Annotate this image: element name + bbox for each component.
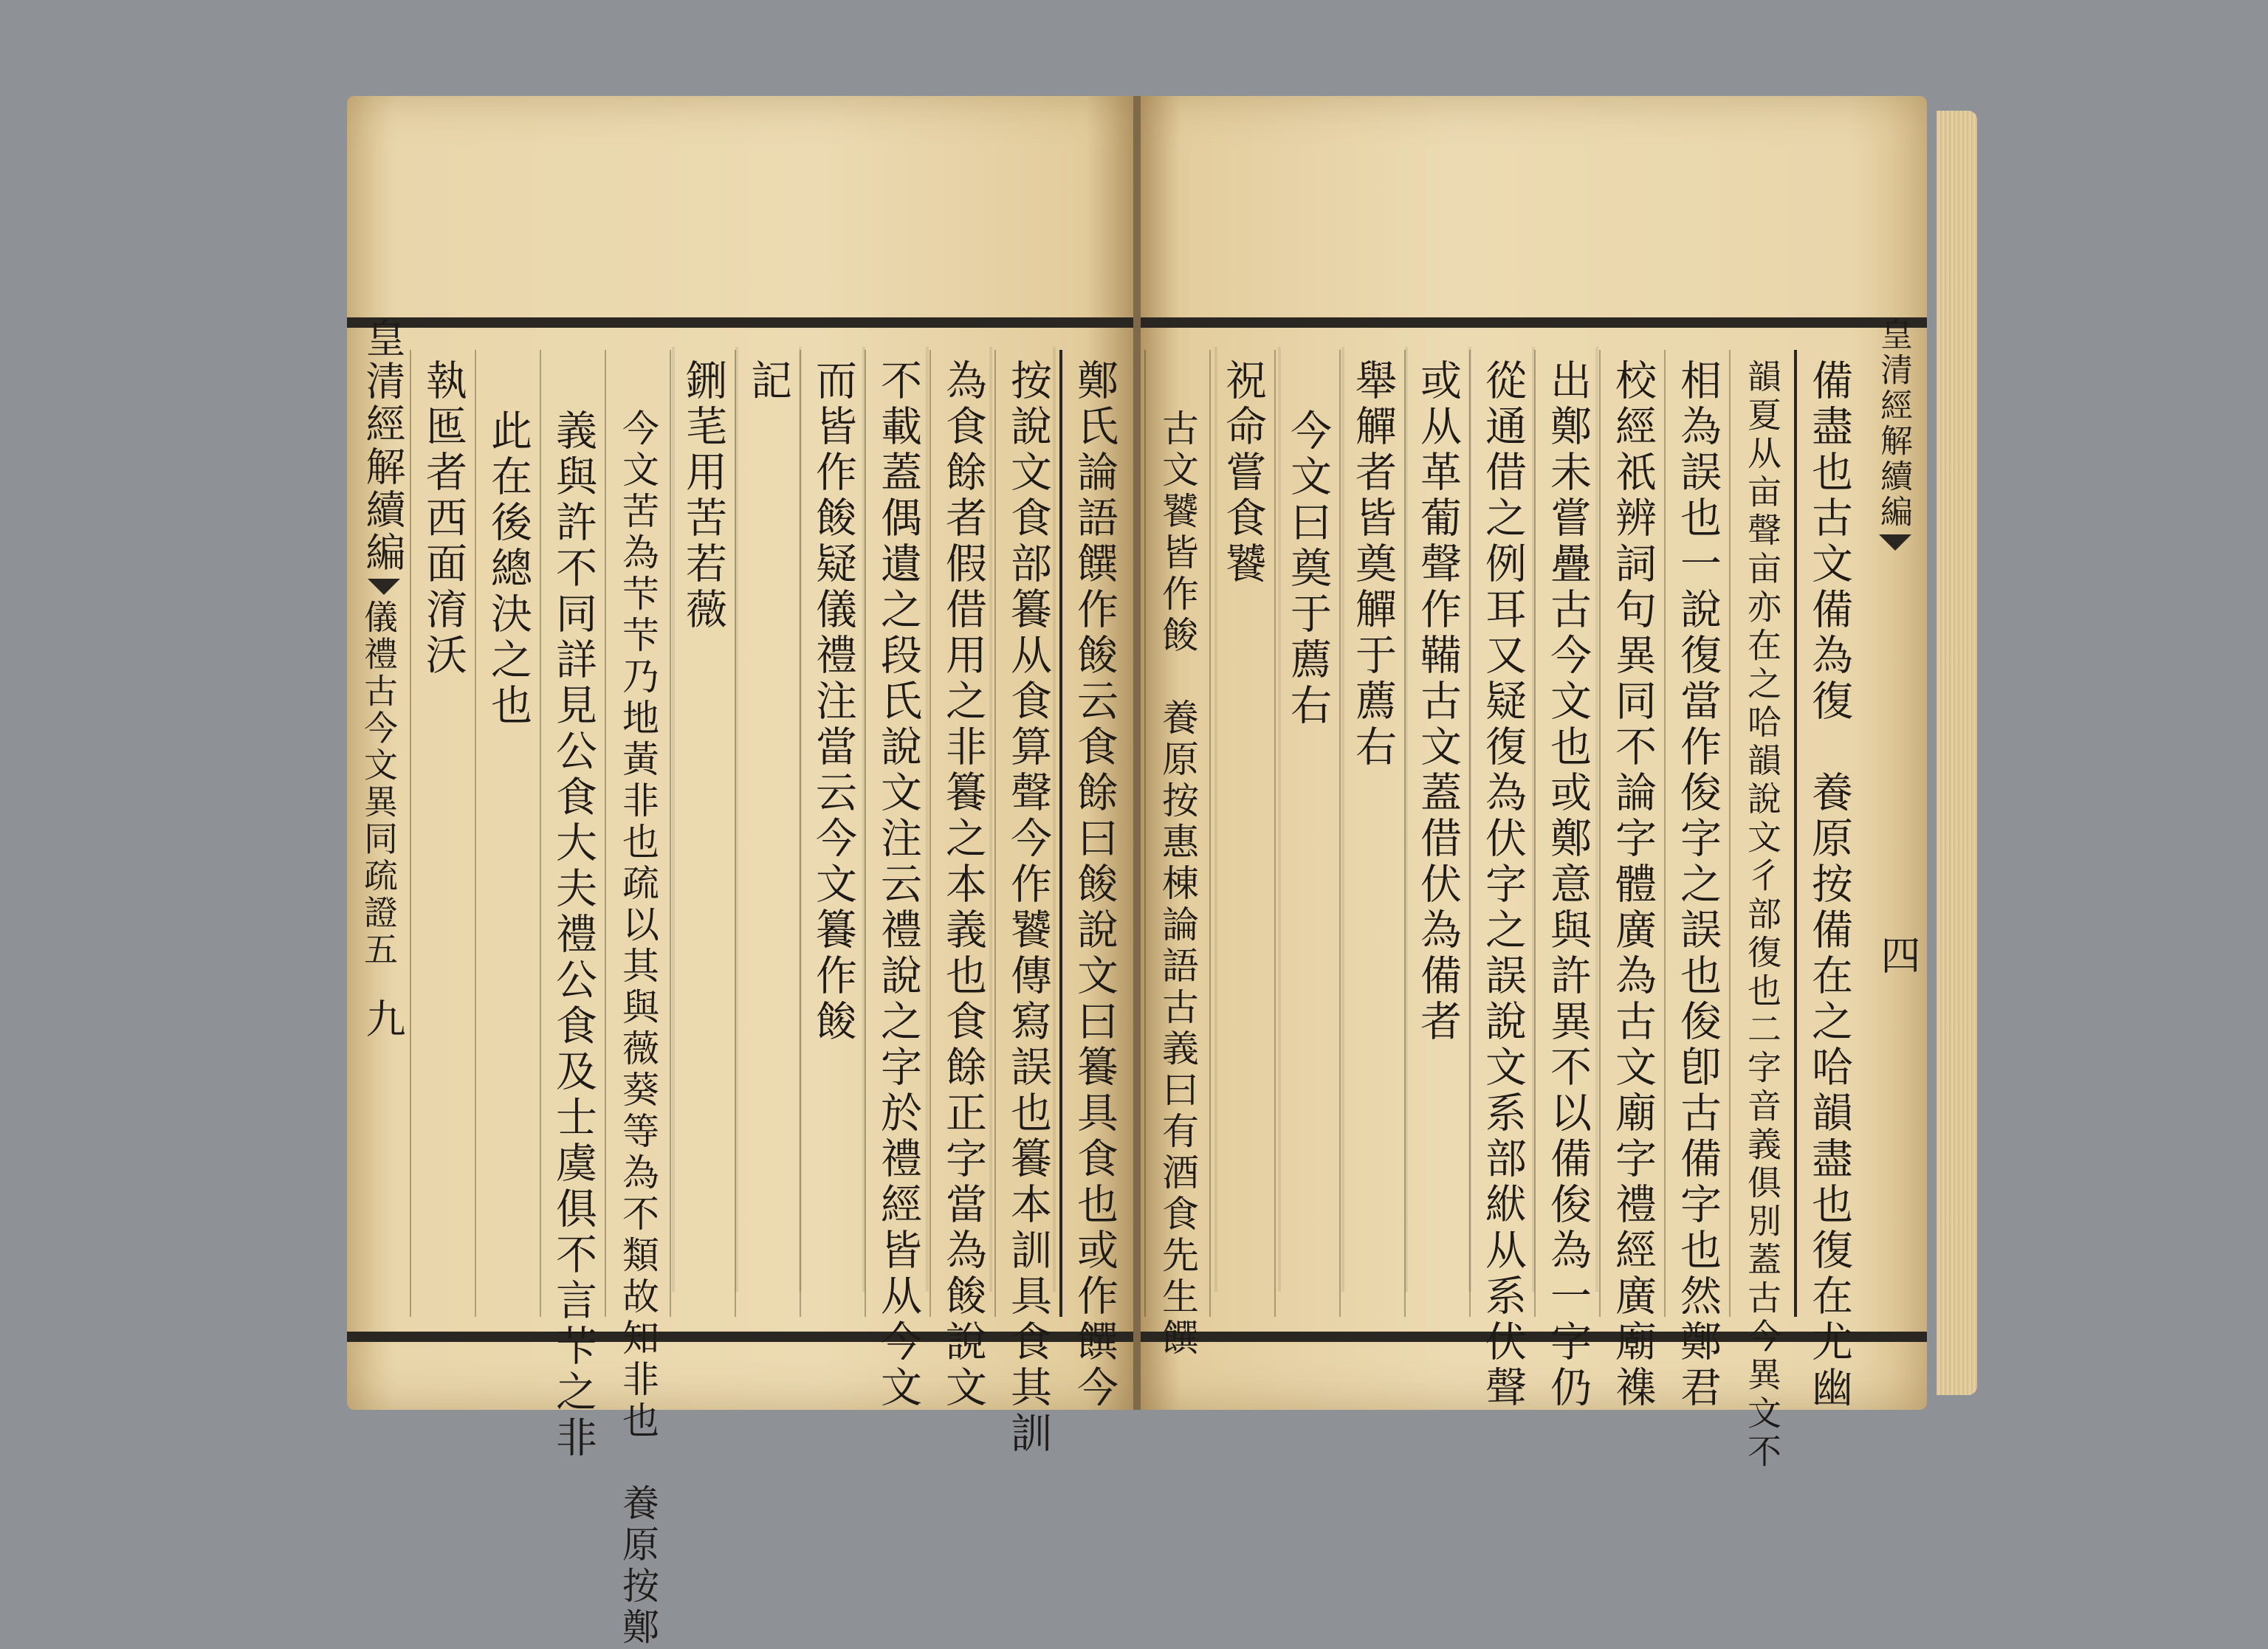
page-edges bbox=[1937, 111, 1977, 1395]
text-column: 而皆作餕疑儀禮注當云今文籑作餕 bbox=[800, 350, 865, 1317]
text-column: 鄭氏論語饌作餕云食餘曰餕說文曰籑具食也或作饌今 bbox=[1059, 350, 1126, 1317]
text-column: 備盡也古文備為復 養原按備在之哈韻盡也復在尤幽 bbox=[1794, 350, 1860, 1317]
text-column: 不載蓋偶遺之段氏說文注云禮說之字於禮經皆从今文 bbox=[865, 350, 929, 1317]
text-column: 從通借之例耳又疑復為伏字之誤說文系部絥从系伏聲 bbox=[1469, 350, 1534, 1317]
banxin-folio: 四 bbox=[1874, 934, 1921, 977]
open-book bbox=[347, 96, 1942, 1649]
right-text-columns bbox=[1155, 350, 1860, 1472]
right-text-frame bbox=[1141, 317, 1927, 1472]
left-text-frame bbox=[347, 317, 1133, 1649]
text-column: 今文曰奠于薦右 bbox=[1274, 350, 1339, 1317]
text-column: 相為誤也一說復當作俊字之誤也俊卽古備字也然鄭君 bbox=[1664, 350, 1729, 1317]
text-column: 祝命嘗食饕 bbox=[1209, 350, 1274, 1317]
binding-gutter bbox=[1133, 96, 1141, 1410]
fishtail-mark bbox=[368, 579, 400, 595]
right-banxin bbox=[1869, 317, 1921, 1321]
text-column: 鉶芼用苦若薇 bbox=[670, 350, 735, 1317]
text-column: 此在後總決之也 bbox=[475, 350, 540, 1317]
banxin-folio: 九 bbox=[360, 998, 406, 1041]
left-page bbox=[347, 96, 1133, 1649]
text-column: 為食餘者假借用之非籑之本義也食餘正字當為餕說文 bbox=[929, 350, 994, 1317]
banxin-title: 皇清經解續編 bbox=[1874, 317, 1912, 530]
fishtail-mark bbox=[1879, 534, 1911, 551]
banxin-section: 儀禮古今文異同疏證五 bbox=[359, 599, 399, 968]
text-column: 義與許不同詳見公食大夫禮公食及士虞俱不言芐之非 bbox=[540, 350, 605, 1317]
text-column: 韻夏从亩聲亩亦在之哈韻說文彳部復也二字音義俱別蓋古今異文不 bbox=[1729, 350, 1794, 1317]
text-column: 舉觶者皆奠觶于薦右 bbox=[1339, 350, 1404, 1317]
text-column: 校經祇辨詞句異同不論字體廣為古文廟字禮經廣廟襍 bbox=[1599, 350, 1664, 1317]
banxin-title: 皇清經解續編 bbox=[360, 317, 406, 574]
text-column: 執匜者西面淯沃 bbox=[410, 350, 475, 1317]
right-page bbox=[1141, 96, 1927, 1472]
left-text-columns bbox=[419, 350, 1126, 1649]
text-column: 出鄭未嘗疊古今文也或鄭意與許異不以備俊為一字仍 bbox=[1534, 350, 1599, 1317]
text-column: 按說文食部籑从食算聲今作饕傳寫誤也籑本訓具食其訓 bbox=[994, 350, 1059, 1317]
text-column: 今文苦為芐芐乃地黃非也疏以其與薇葵等為不類故知非也 養原按鄭 bbox=[605, 350, 670, 1317]
left-banxin bbox=[354, 317, 413, 1321]
text-column: 或从革葡聲作鞴古文蓋借伏為備者 bbox=[1404, 350, 1469, 1317]
text-column: 古文饕皆作餕 養原按惠棟論語古義曰有酒食先生饌 bbox=[1144, 350, 1209, 1317]
section-heading: 記 bbox=[735, 350, 800, 1317]
